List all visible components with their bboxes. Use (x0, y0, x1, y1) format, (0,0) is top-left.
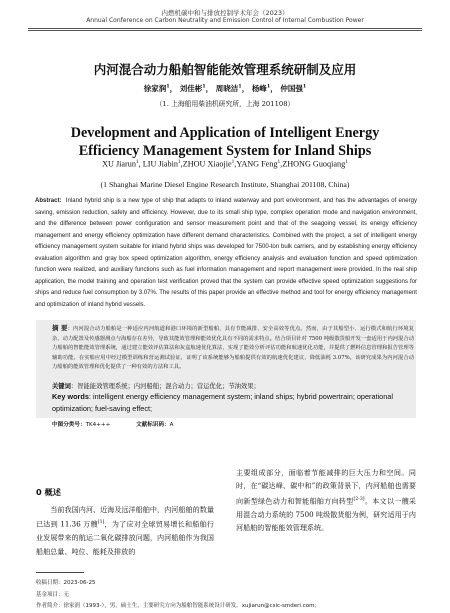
citation: [2-3] (353, 496, 365, 502)
abstract-cn-text: ：内河混合动力船舶是一种适应内河航道和港口环境的新型船舶，具有节能减排、安全高效等优点。然而，由于其船型小、运行模式和航行环境复杂、动力配置及传感器测点与海船存在差异，导致其能效管理和能效优化具有不同的需求特点。结合项目针对 7500 吨级散货船开发一套适用于内河混合动力船舶的智能能效管理系统，通过建立能效评估算法和灰盒航速优化算法，实现了能效分析评估功能和航速优化功能，并提供了燃料信息管理和报告管理等辅助功能。在实船应用中经过模型训练和营运测试验证，证明了该系统能够为船舶提供有效的航速优化建议，降低油耗 3.07%。该研究成果为内河混合动力船舶的能效管理和优化提供了一种有效的方法和工具。 (52, 326, 414, 371)
author-en: XU Jiarun (102, 159, 136, 169)
affiliation-cn: （1. 上海船用柴油机研究所，上海 201108） (155, 100, 295, 108)
author-en: ZHONG Guoqiang (282, 159, 346, 169)
clc: 中图分类号：TK4+++ (52, 422, 111, 428)
body-left-column: 当前我国内河、近海及远洋船舶中，内河船舶的数量已达到 11.36 万艘[1]，为了应对全球贸易增长和船舶行业发展带来的航运二氧化碳排放问题，内河船舶作为我国船舶总量、吨位、能耗及排放的 (36, 505, 214, 556)
abstract-en-text: Inland hybrid ship is a new type of ship that adapts to inland waterway and port environment, and has the advantages of energy saving, emission reduction, safety and efficiency. However, due to its small ship type, complex operation mode and navigation environment, and the difference between power configuration and sensor measurement point and that of the seagoing vessel, its energy efficiency management and energy efficiency optimization have different demand characteristics. Combined with the project, a set of intelligent energy efficiency management system suitable for inland hybrid ships was developed for 7500-ton bulk carriers, and by establishing energy efficiency evaluation algorithm and gray box speed optimization algorithm, energy efficiency analysis and evaluation function and speed optimization function were realized, and auxiliary functions such as fuel information management and report management were provided. In the real ship application, the model training and operation test verification proved that the system can provide effective speed optimization suggestions for ships and reduce fuel consumption by 3.07%. The results of this paper provide an effective method and tool for energy efficiency management and optimization of inland hybrid vessels. (35, 198, 417, 308)
author-en: YANG Feng (236, 159, 278, 169)
author-en: ZHOU Xiaojie (182, 159, 232, 169)
author-en: LIU Jiabin (142, 159, 178, 169)
citation: [1] (97, 520, 105, 526)
conference-header-cn: 内燃机碳中和与排放控制学术年会（2023） (161, 9, 289, 17)
body-right-column: 主要组成部分，面临着节能减排的巨大压力和空间。同时，在“碳达峰、碳中和”的政策背景下，内河船舶也需要向新型绿色动力和智能船舶方向转型[2-3]。本文以一艘采用混合动力系统的 7500 吨级散货船为例，研究适用于内河船舶的智能能效管理系统。 (236, 468, 417, 532)
author-cn: 杨峰 (251, 84, 267, 93)
author-cn: 仲国强 (280, 84, 303, 93)
abstract-en (35, 196, 417, 311)
classification-line (52, 420, 197, 428)
title-cn: 内河混合动力船舶智能能效管理系统研制及应用 (93, 62, 357, 77)
footnote-author: 作者简介：徐家润（1993-），男，硕士生，主要研究方向为船舶智能系统设计研发。xujiarun@csic-smderi.com； (36, 603, 320, 609)
header-rule-bottom (28, 30, 422, 31)
author-cn: 周晓洁 (215, 84, 239, 93)
keywords-en-label: Key words (52, 392, 89, 401)
title-en-line1: Development and Application of Intelligent Energy (70, 125, 380, 141)
abstract-cn (52, 324, 414, 373)
title-en-line2: Efficiency Management System for Inland Ships (78, 143, 372, 159)
footnote-rule (36, 572, 84, 573)
keywords-cn-text: ：智能能效管理系统；内河船舶；混合动力；营运优化；节油效果； (70, 383, 260, 390)
keywords-cn-label: 关键词 (52, 383, 71, 390)
conference-header-en: Annual Conference on Carbon Neutrality and Emission Control of Internal Combustion Power (86, 17, 364, 24)
author-cn: 刘佳彬 (179, 84, 203, 93)
header-rule-top (28, 28, 422, 29)
affiliation-en: (1 Shanghai Marine Diesel Engine Research Institute, Shanghai 201108, China) (100, 180, 350, 189)
abstract-en-label: Abstract: (35, 198, 62, 204)
footnote-received: 收稿日期：2023-06-25 (36, 580, 96, 586)
doc-code: 文献标识码：A (136, 422, 174, 428)
author-cn: 徐家润 (143, 84, 167, 93)
section-heading: 0 概述 (36, 487, 61, 497)
footnote-fund: 基金项目：无 (36, 592, 70, 598)
authors-en: XU Jiarun$^1$, LIU Jiabin$^1$,ZHOU Xiaojie$^1$,YANG Feng$^1$,ZHONG Guoqiang$^1$ (102, 159, 348, 169)
keywords-en-text: : intelligent energy efficiency management system; inland ships; hybrid powertrain; operational optimization; fuel-saving effect; (52, 392, 393, 413)
abstract-cn-label: 摘 要 (52, 324, 68, 332)
keywords-cn (52, 381, 414, 390)
title-en (0, 124, 450, 160)
authors-cn: 徐家润$^1$， 刘佳彬$^1$， 周晓洁$^1$， 杨峰$^1$， 仲国强$^1$ (143, 83, 307, 93)
keywords-en (52, 391, 414, 415)
